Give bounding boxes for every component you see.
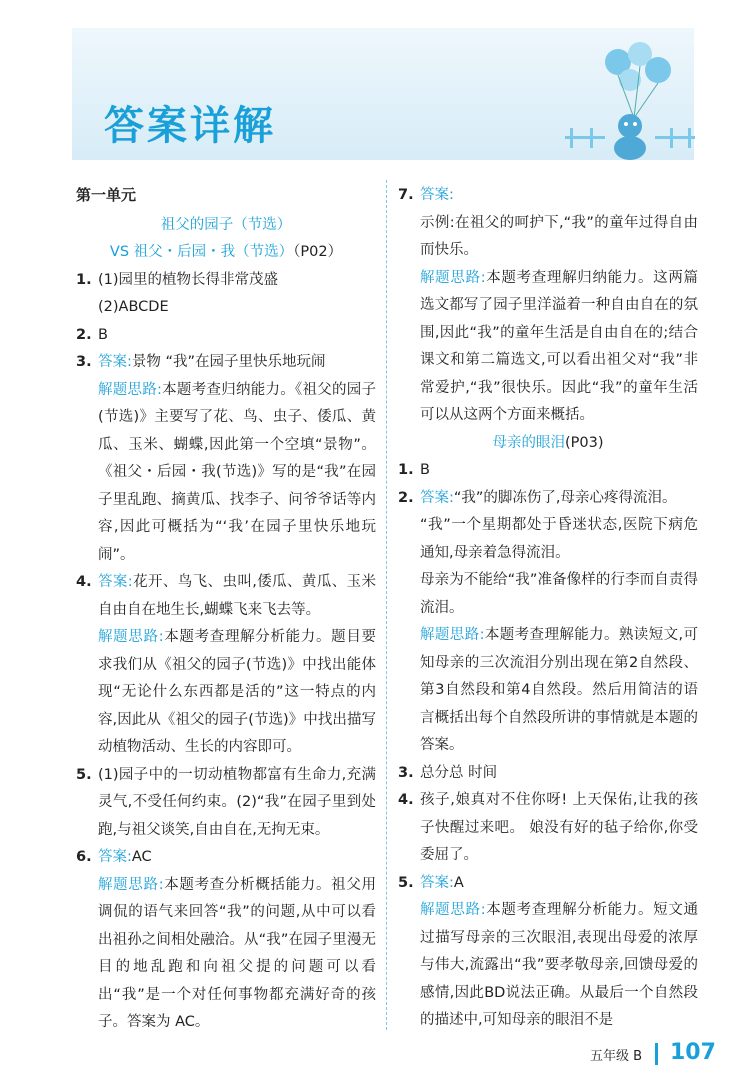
section-title-text: 母亲的眼泪	[492, 434, 565, 451]
answer-text: (1)园子中的一切动植物都富有生命力,充满灵气,不受任何约束。(2)“我”在园子里到处跑,与祖父谈笑,自由自在,无拘无束。	[98, 766, 376, 838]
page-title: 答案详解	[104, 103, 276, 149]
answer-item	[398, 787, 698, 870]
question-number: 4.	[398, 792, 414, 808]
answer-text: 花开、鸟飞、虫叫,倭瓜、黄瓜、玉米自由自在地生长,蝴蝶飞来飞去等。	[98, 574, 377, 618]
answer-label: 答案:	[420, 874, 454, 891]
explanation-text: 本题考查理解分析能力。题目要求我们从《祖父的园子(节选)》中找出能体现“无论什么东西都是活的”这一特点的内容,因此从《祖父的园子(节选)》中找出描写动植物活动、生长的内容即可。	[98, 629, 376, 755]
explanation-label: 解题思路:	[98, 381, 162, 398]
section-title: 祖父的园子（节选）	[160, 216, 292, 233]
bear-balloon-icon	[560, 40, 700, 160]
answer-label: 答案:	[420, 489, 454, 506]
question-number: 7.	[398, 187, 414, 203]
answer-item	[398, 760, 698, 788]
explanation-label: 解题思路:	[98, 629, 164, 645]
answer-item	[76, 569, 376, 624]
answer-text: (2)ABCDE	[98, 299, 169, 315]
explanation	[76, 624, 376, 762]
explanation-label: 解题思路:	[98, 876, 164, 893]
section-subtitle	[76, 239, 376, 267]
section-page-ref: （P02）	[293, 244, 343, 260]
answer-item	[398, 485, 698, 513]
explanation-label: 解题思路:	[420, 902, 486, 918]
answer-item	[398, 870, 698, 898]
left-column	[76, 182, 376, 1037]
right-column	[398, 182, 698, 1035]
answer-label: 答案:	[98, 574, 133, 590]
answer-item	[76, 322, 376, 350]
explanation	[398, 897, 698, 1035]
question-number: 4.	[76, 574, 92, 590]
explanation	[398, 622, 698, 760]
explanation-text: 本题考查归纳能力。《祖父的园子(节选)》主要写了花、鸟、虫子、倭瓜、黄瓜、玉米、蝴蝶,因此第一个空填“景物”。《祖父・后园・我(节选)》写的是“我”在园子里乱跑、摘黄瓜、找李子、问爷爷话等内容,因此可概括为“‘我’在园子里快乐地玩闹”。	[98, 381, 377, 563]
answer-text: B	[420, 462, 430, 478]
explanation-label: 解题思路:	[420, 627, 485, 643]
explanation-text: 本题考查分析概括能力。祖父用调侃的语气来回答“我”的问题,从中可以看出祖孙之间相处融洽。从“我”在园子里漫无目的地乱跑和向祖父提的问题可以看出“我”是一个对任何事物都充满好奇的孩子。答案为 AC。	[98, 876, 376, 1030]
explanation-text: 本题考查理解能力。熟读短文,可知母亲的三次流泪分别出现在第2自然段、第3自然段和第4自然段。然后用简洁的语言概括出每个自然段所讲的事情就是本题的答案。	[420, 627, 698, 753]
answer-item	[398, 182, 698, 210]
unit-title: 第一单元	[76, 186, 137, 204]
answer-text: 总分总 时间	[420, 764, 498, 781]
answer-text: “我”一个星期都处于昏迷状态,医院下病危通知,母亲着急得流泪。	[420, 517, 698, 561]
answer-item	[398, 457, 698, 485]
question-number: 3.	[398, 764, 414, 781]
explanation-label: 解题思路:	[420, 269, 486, 286]
explanation	[398, 265, 698, 430]
answer-text: 母亲为不能给“我”准备像样的行李而自责得流泪。	[420, 572, 698, 616]
grade-label: 五年级 B	[590, 1049, 643, 1064]
question-number: 1.	[398, 462, 414, 478]
page-number-bar	[655, 1043, 658, 1065]
answer-item	[76, 844, 376, 872]
explanation	[76, 377, 376, 570]
explanation-text: 本题考查理解分析能力。短文通过描写母亲的三次眼泪,表现出母爱的浓厚与伟大,流露出“我”要孝敬母亲,回馈母爱的感情,因此BD说法正确。从最后一个自然段的描述中,可知母亲的眼泪不是	[420, 902, 698, 1028]
answer-text: 孩子,娘真对不住你呀! 上天保佑,让我的孩子快醒过来吧。 娘没有好的毡子给你,你受委屈了。	[420, 792, 698, 863]
page-number: 107	[670, 1040, 716, 1065]
question-number: 2.	[398, 489, 414, 506]
explanation	[76, 872, 376, 1037]
answer-item	[76, 762, 376, 845]
section-subtitle-text: VS 祖父・后园・我（节选）	[109, 244, 294, 260]
explanation-text: 本题考查理解归纳能力。这两篇选文都写了园子里洋溢着一种自由自在的氛围,因此“我”的童年生活是自由自在的;结合课文和第二篇选文,可以看出祖父对“我”非常爱护,“我”很快乐。因此“我”的童年生活可以从这两个方面来概括。	[420, 269, 698, 423]
answer-text: 示例:在祖父的呵护下,“我”的童年过得自由而快乐。	[420, 214, 698, 258]
answer-item	[76, 349, 376, 377]
question-number: 5.	[76, 766, 92, 783]
answer-text: “我”的脚冻伤了,母亲心疼得流泪。	[453, 489, 677, 506]
answer-text: A	[453, 874, 464, 891]
question-number: 1.	[76, 271, 92, 288]
answer-item	[76, 267, 376, 295]
answer-text: 景物 “我”在园子里快乐地玩闹	[131, 354, 326, 370]
answer-text: B	[98, 326, 108, 343]
answer-label: 答案:	[98, 354, 132, 370]
answer-text: AC	[131, 849, 152, 865]
question-number: 5.	[398, 874, 414, 891]
question-number: 3.	[76, 354, 92, 370]
answer-label: 答案:	[98, 849, 132, 865]
answer-text: (1)园里的植物长得非常茂盛	[98, 271, 279, 288]
question-number: 6.	[76, 849, 92, 865]
question-number: 2.	[76, 326, 92, 343]
answer-label: 答案:	[420, 187, 454, 203]
section-title	[398, 430, 698, 458]
column-divider	[386, 180, 387, 1030]
section-page-ref: (P03)	[564, 434, 604, 451]
